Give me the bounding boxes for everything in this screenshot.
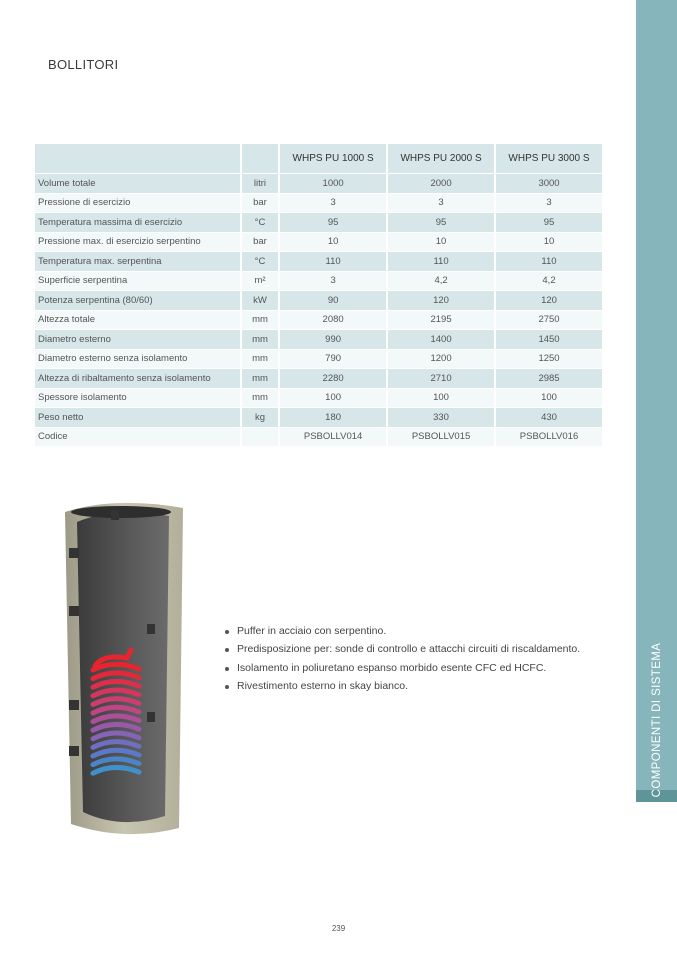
header-blank-label (35, 144, 240, 173)
row-unit: mm (242, 369, 278, 388)
table-row (35, 272, 602, 291)
table-row (35, 291, 602, 310)
row-label: Peso netto (35, 408, 240, 427)
column-header: WHPS PU 1000 S (280, 144, 386, 173)
row-value: 90 (280, 291, 386, 310)
row-value: 10 (388, 233, 494, 252)
row-label: Altezza di ribaltamento senza isolamento (35, 369, 240, 388)
page-title: BOLLITORI (48, 57, 119, 72)
row-value: 1200 (388, 350, 494, 369)
row-unit: °C (242, 213, 278, 232)
row-value: 430 (496, 408, 602, 427)
row-value: 3 (388, 194, 494, 213)
row-label: Diametro esterno (35, 330, 240, 349)
row-value: 790 (280, 350, 386, 369)
table-row (35, 330, 602, 349)
table-row (35, 428, 602, 447)
row-value: 100 (388, 389, 494, 408)
row-value: 2750 (496, 311, 602, 330)
row-value: 10 (280, 233, 386, 252)
row-label: Temperatura max. serpentina (35, 252, 240, 271)
row-label: Spessore isolamento (35, 389, 240, 408)
row-unit: bar (242, 194, 278, 213)
row-value: 3000 (496, 174, 602, 193)
table-row (35, 213, 602, 232)
row-value: 2195 (388, 311, 494, 330)
table-row (35, 389, 602, 408)
table-row (35, 369, 602, 388)
row-value: 2280 (280, 369, 386, 388)
tank-top-fitting (111, 510, 119, 520)
row-value: 1400 (388, 330, 494, 349)
row-value: PSBOLLV014 (280, 428, 386, 447)
row-value: 1250 (496, 350, 602, 369)
row-value: 95 (496, 213, 602, 232)
row-value: 120 (388, 291, 494, 310)
spec-table-header (35, 144, 602, 173)
row-unit: kW (242, 291, 278, 310)
row-unit: mm (242, 330, 278, 349)
tank-top-opening (71, 506, 171, 518)
row-value: 2710 (388, 369, 494, 388)
row-value: 100 (280, 389, 386, 408)
row-value: 110 (388, 252, 494, 271)
row-label: Superficie serpentina (35, 272, 240, 291)
feature-item: Rivestimento esterno in skay bianco. (224, 680, 580, 698)
row-unit: °C (242, 252, 278, 271)
row-value: 2000 (388, 174, 494, 193)
row-unit: bar (242, 233, 278, 252)
row-value: 110 (496, 252, 602, 271)
row-value: 3 (280, 194, 386, 213)
row-value: PSBOLLV015 (388, 428, 494, 447)
tank-side-fitting (69, 606, 79, 616)
table-row (35, 408, 602, 427)
row-value: 95 (388, 213, 494, 232)
header-blank-unit (242, 144, 278, 173)
row-label: Pressione max. di esercizio serpentino (35, 233, 240, 252)
row-value: 3 (496, 194, 602, 213)
row-value: 4,2 (388, 272, 494, 291)
table-row (35, 233, 602, 252)
table-row (35, 194, 602, 213)
column-header: WHPS PU 3000 S (496, 144, 602, 173)
feature-list (224, 625, 580, 698)
feature-item: Predisposizione per: sonde di controllo e attacchi circuiti di riscaldamento. (224, 643, 580, 661)
row-value: 330 (388, 408, 494, 427)
side-section-label: COMPONENTI DI SISTEMA (651, 642, 663, 798)
row-value: 100 (496, 389, 602, 408)
tank-side-fitting (147, 624, 155, 634)
row-label: Temperatura massima di esercizio (35, 213, 240, 232)
row-unit: litri (242, 174, 278, 193)
row-label: Diametro esterno senza isolamento (35, 350, 240, 369)
feature-item: Isolamento in poliuretano espanso morbido esente CFC ed HCFC. (224, 662, 580, 680)
row-value: PSBOLLV016 (496, 428, 602, 447)
row-value: 1000 (280, 174, 386, 193)
row-label: Pressione di esercizio (35, 194, 240, 213)
tank-side-fitting (69, 548, 79, 558)
table-row (35, 174, 602, 193)
table-row (35, 252, 602, 271)
row-unit: mm (242, 311, 278, 330)
row-value: 1450 (496, 330, 602, 349)
row-value: 10 (496, 233, 602, 252)
row-value: 3 (280, 272, 386, 291)
feature-item: Puffer in acciaio con serpentino. (224, 625, 580, 643)
row-value: 110 (280, 252, 386, 271)
row-label: Codice (35, 428, 240, 447)
table-row (35, 350, 602, 369)
row-label: Potenza serpentina (80/60) (35, 291, 240, 310)
spec-table-body (35, 174, 602, 446)
row-unit: mm (242, 350, 278, 369)
buffer-tank-illustration (55, 498, 195, 843)
row-value: 120 (496, 291, 602, 310)
column-header: WHPS PU 2000 S (388, 144, 494, 173)
row-unit (242, 428, 278, 447)
row-unit: kg (242, 408, 278, 427)
tank-side-fitting (69, 700, 79, 710)
page-number: 239 (331, 924, 346, 933)
row-unit: m² (242, 272, 278, 291)
row-value: 95 (280, 213, 386, 232)
row-value: 180 (280, 408, 386, 427)
row-value: 4,2 (496, 272, 602, 291)
row-label: Altezza totale (35, 311, 240, 330)
row-value: 2080 (280, 311, 386, 330)
tank-side-fitting (69, 746, 79, 756)
row-value: 2985 (496, 369, 602, 388)
row-label: Volume totale (35, 174, 240, 193)
row-unit: mm (242, 389, 278, 408)
table-row (35, 311, 602, 330)
tank-side-fitting (147, 712, 155, 722)
row-value: 990 (280, 330, 386, 349)
spec-table (33, 143, 604, 447)
